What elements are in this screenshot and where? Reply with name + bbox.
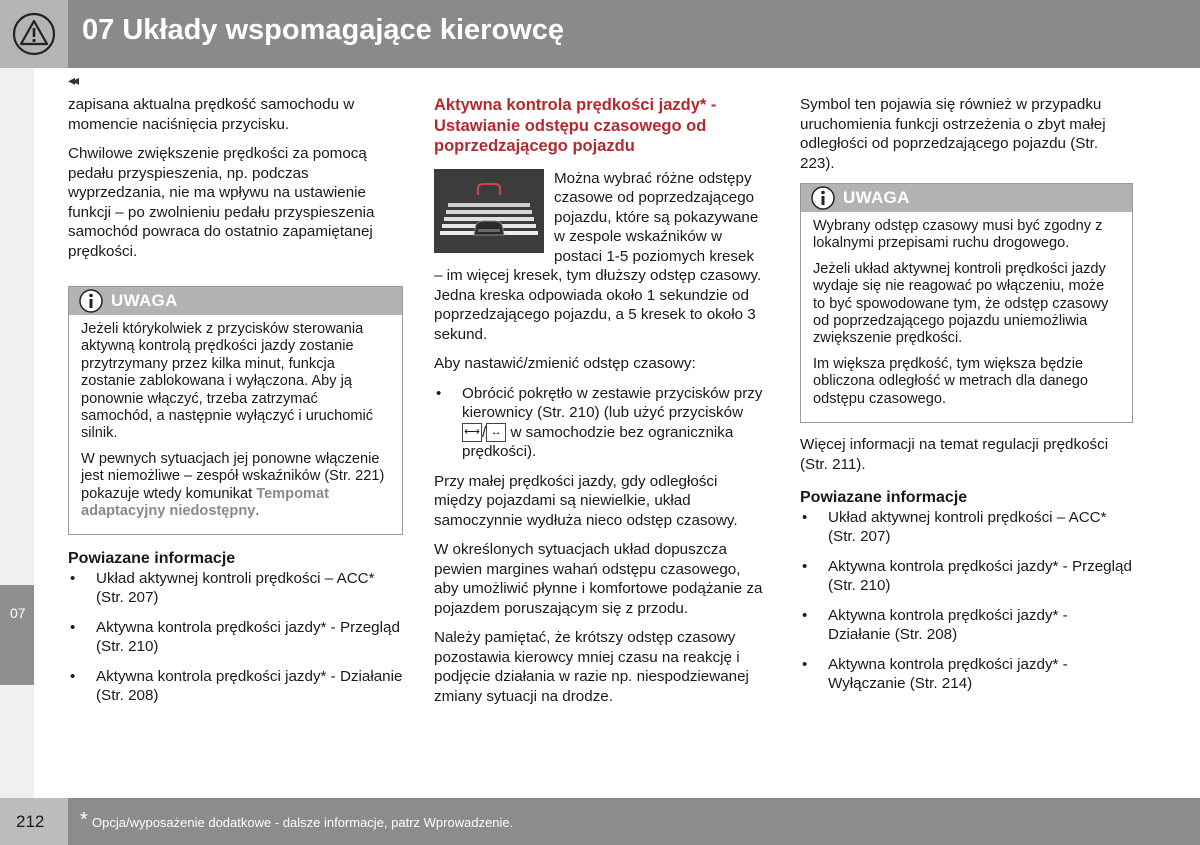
distance-key-2-icon: ↔ [486, 423, 506, 442]
paragraph: Symbol ten pojawia się również w przypadku uruchomienia funkcji ostrzeżenia o zbyt małej odległości od poprzedzającego pojazdu (Str. 223). [800, 96, 1106, 172]
instruction-list [434, 384, 766, 462]
warning-box [800, 183, 1133, 423]
warning-box [68, 286, 403, 535]
paragraph: Przy małej prędkości jazdy, gdy odległości między pojazdami są niewielkie, układ samoczynnie wydłuża nieco odstęp czasowy. [434, 472, 738, 529]
column-3 [800, 95, 1133, 704]
warning-body [69, 315, 402, 534]
intro-paragraph: Można wybrać różne odstępy czasowe od poprzedzającego pojazdu, które są pokazywane w zespole wskaźników w postaci 1-5 poziomych kresek – im więcej kresek, tym dłuższy odstęp czasowy. Jedna kreska odpowiada około 1 sekundzie od poprzedzającego pojazdu, a 5 kresek to około 3 sekund. [434, 169, 762, 343]
info-icon [79, 289, 103, 313]
warning-paragraph [81, 451, 390, 521]
footnote-bar [68, 798, 1200, 845]
related-list [800, 508, 1133, 694]
intro-block [434, 169, 766, 345]
warning-paragraph: Im większa prędkość, tym większa będzie obliczona odległość w metrach dla danego odstępu czasowego. [813, 355, 1089, 407]
warning-text: W pewnych sytuacjach jej ponowne włączenie jest niemożliwe – zespół wskaźników (Str. 221) pokazuje wtedy komunikat [81, 450, 385, 502]
paragraph: Więcej informacji na temat regulacji prędkości (Str. 211). [800, 436, 1109, 473]
message-text: Tempomat adaptacyjny niedostępny [81, 485, 329, 520]
related-link[interactable]: • Układ aktywnej kontroli prędkości – ACC* (Str. 207) [68, 569, 403, 608]
list-item [434, 384, 766, 462]
paragraph: Chwilowe zwiększenie prędkości za pomocą pedału przyspieszenia, np. podczas wyprzedzania, nie ma wpływu na ustawienie funkcji – po zwolnieniu pedału przyspieszenia samochód powraca do ostatnio zapamiętanej prędkości. [68, 145, 375, 260]
asterisk-icon: * [80, 809, 88, 831]
paragraph: zapisana aktualna prędkość samochodu w momencie naciśnięcia przycisku. [68, 96, 355, 133]
info-icon [811, 186, 835, 210]
distance-key-1-icon: ⟷ [462, 423, 482, 442]
page-number: 212 [16, 812, 45, 831]
related-link[interactable]: • Aktywna kontrola prędkości jazdy* - Działanie (Str. 208) [800, 606, 1133, 645]
warning-text-end: . [255, 503, 260, 520]
warning-icon-box [0, 0, 68, 68]
section-title: Aktywna kontrola prędkości jazdy* - Ustawianie odstępu czasowego od poprzedzającego pojazdu [434, 96, 717, 155]
warning-paragraph: Jeżeli którykolwiek z przycisków sterowania aktywną kontrolą prędkości jazdy zostanie przytrzymany przez kilka minut, funkcja zostanie zablokowana i wyłączona. Aby ją ponownie włączyć, trzeba zatrzymać samochód, a następnie wyłączyć i uruchomić silnik. [81, 321, 374, 442]
warning-label: UWAGA [111, 291, 178, 310]
related-link[interactable]: • Aktywna kontrola prędkości jazdy* - Wyłączanie (Str. 214) [800, 655, 1133, 694]
footnote-text: Opcja/wyposażenie dodatkowe - dalsze informacje, patrz Wprowadzenie. [92, 815, 514, 830]
distance-display-image [434, 169, 544, 253]
related-link[interactable]: • Układ aktywnej kontroli prędkości – ACC* (Str. 207) [800, 508, 1133, 547]
paragraph: Należy pamiętać, że krótszy odstęp czasowy pozostawia kierowcy mniej czasu na reakcję i podjęcie działania w razie np. niespodziewanej zmiany sytuacji na drodze. [434, 629, 749, 705]
related-link[interactable]: • Aktywna kontrola prędkości jazdy* - Przegląd (Str. 210) [68, 618, 403, 657]
column-1 [68, 95, 403, 716]
page-footer [0, 798, 1200, 845]
page-title: 07 Układy wspomagające kierowcę [82, 14, 564, 46]
warning-triangle-icon [12, 12, 56, 56]
related-title: Powiazane informacje [68, 550, 236, 568]
paragraph: W określonych sytuacjach układ dopuszcza pewien margines wahań odstępu czasowego, aby umożliwić płynne i komfortowe podążanie za pojazdem poruszającym się z przodu. [434, 541, 763, 617]
warning-label: UWAGA [843, 188, 910, 207]
chapter-tab[interactable] [0, 585, 34, 685]
paragraph: Aby nastawić/zmienić odstęp czasowy: [434, 355, 696, 372]
warning-paragraph: Jeżeli układ aktywnej kontroli prędkości jazdy wydaje się nie reagować po włączeniu, może to być spowodowane tym, że odstęp czasowy od poprzedzającego pojazdu uniemożliwia zwiększenie prędkości. [813, 260, 1109, 347]
back-arrow-icon[interactable]: ◂◂ [68, 72, 77, 88]
page-header [0, 0, 1200, 68]
left-margin-strip [0, 68, 34, 798]
related-link[interactable]: • Aktywna kontrola prędkości jazdy* - Działanie (Str. 208) [68, 667, 403, 706]
warning-header [801, 184, 1132, 212]
related-list [68, 569, 403, 706]
warning-paragraph: Wybrany odstęp czasowy musi być zgodny z lokalnymi przepisami ruchu drogowego. [813, 218, 1103, 252]
chapter-tab-label: 07 [10, 605, 26, 621]
related-link[interactable]: • Aktywna kontrola prędkości jazdy* - Przegląd (Str. 210) [800, 557, 1133, 596]
instruction-text: Obrócić pokrętło w zestawie przycisków przy kierownicy (Str. 210) (lub użyć przycisków [462, 384, 763, 421]
warning-body [801, 212, 1132, 422]
warning-header [69, 287, 402, 315]
related-title: Powiazane informacje [800, 489, 968, 507]
instruction-text-end: w samochodzie bez ogranicznika prędkości). [462, 423, 734, 460]
key-separator: / [482, 423, 487, 441]
column-2 [434, 95, 766, 716]
distance-bars-illustration [434, 169, 544, 253]
page-number-box [0, 798, 68, 845]
